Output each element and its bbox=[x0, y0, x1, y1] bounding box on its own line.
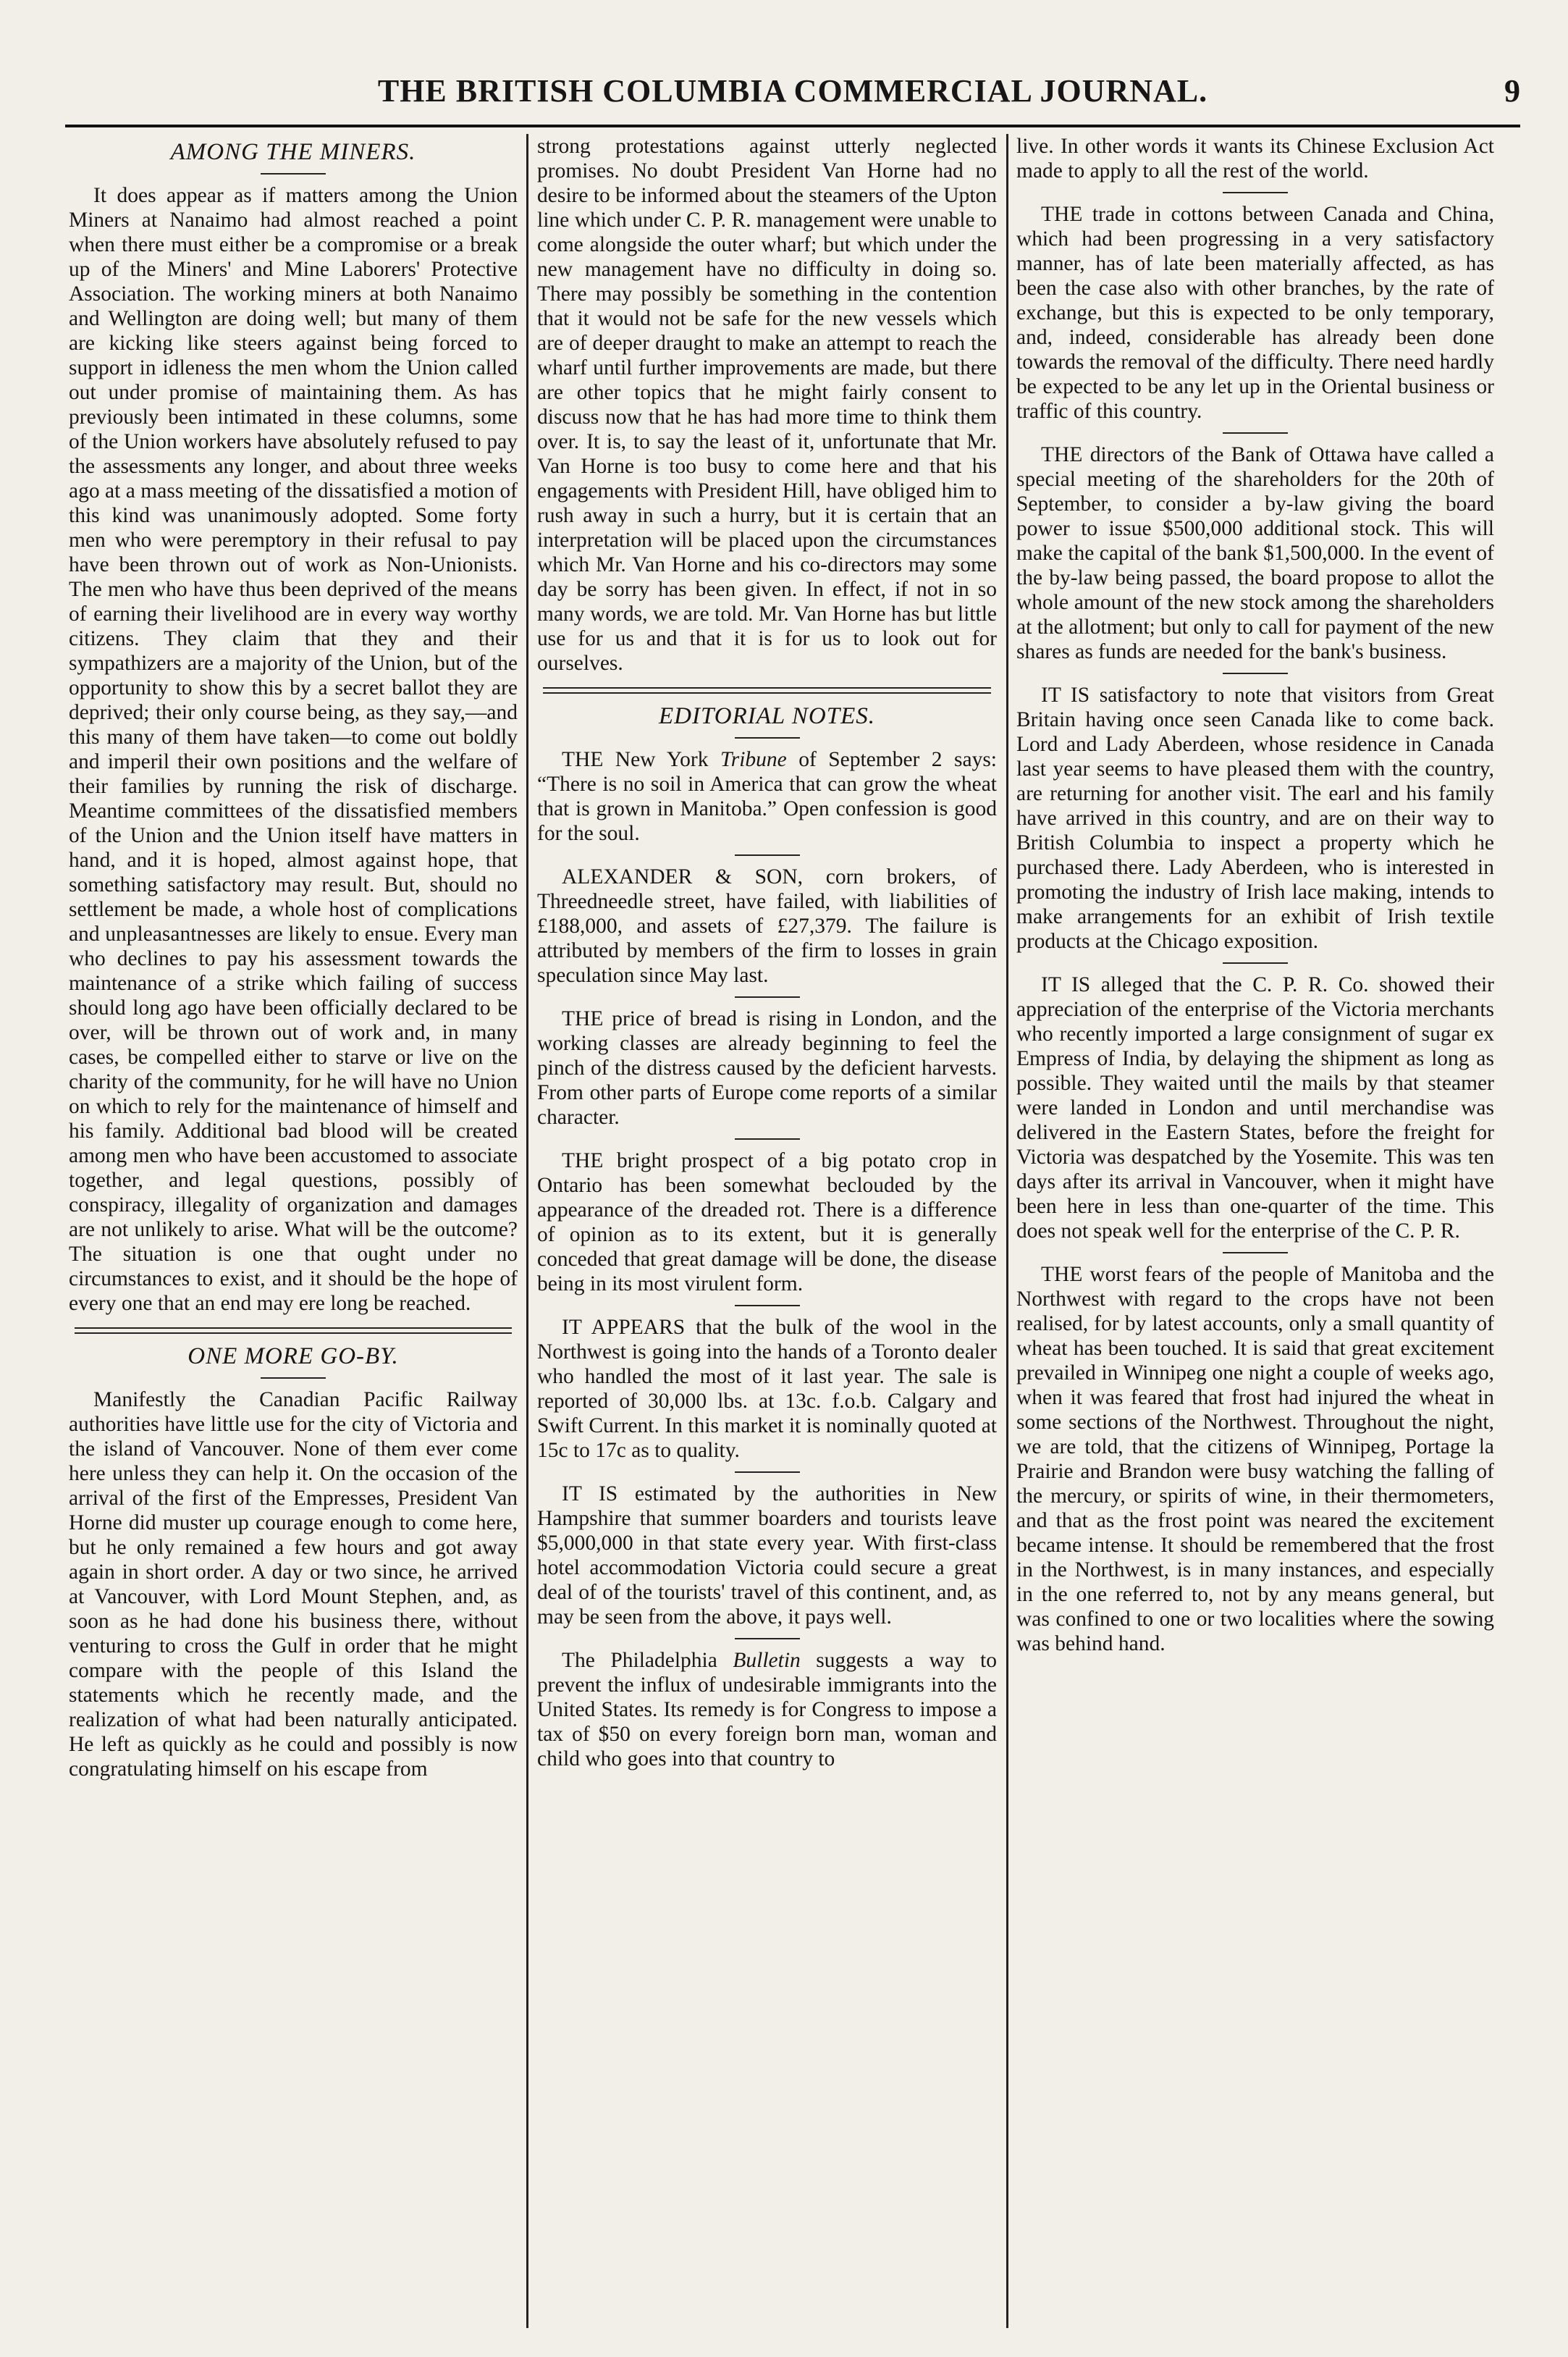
note-aberdeen: IT IS satisfactory to note that visitors from Great Britain having once seen Canada like to come back. Lord and Lady Aberdeen, whose residence in Canada last year seems to have pleased them with the country, are returning for another visit. The earl and his family have arrived in this country, and are on their way to British Columbia to inspect a property which he purchased there. Lady Aberdeen, who is interested in promoting the industry of Irish lace making, intends to make arrangements for an exhibit of Irish textile products at the Chicago exposition. bbox=[1016, 684, 1494, 953]
note-lead: THE bbox=[562, 748, 604, 771]
short-rule bbox=[1223, 432, 1288, 434]
article-go-by-text: Manifestly the Canadian Pacific Railway authorities have little use for the city of Victoria and the island of Vancouver. None of them ever come here unless they can help it. On the occasion of the arrival of the first of the Empresses, President Van Horne did muster up courage enough to come here, but he only remained a few hours and got away again in short order. A day or two since, he arrived at Vancouver, with Lord Mount Stephen, and, as soon as he had done his business there, without venturing to cross the Gulf in order that he might compare with the people of this Island the statements which he recently made, and the realization of what had been naturally anticipated. He left as quickly as he could and possibly is now congratulating himself on his escape from bbox=[69, 1388, 518, 1781]
note-lead: IT APPEARS bbox=[562, 1316, 686, 1339]
page-number: 9 bbox=[1504, 73, 1520, 109]
double-rule bbox=[75, 1327, 512, 1334]
newspaper-name: Tribune bbox=[720, 748, 787, 771]
short-rule bbox=[735, 996, 800, 998]
column-3 bbox=[1016, 134, 1494, 2328]
note-lead: ALEXANDER & SON, bbox=[562, 865, 804, 888]
note-lead: IT IS bbox=[1041, 973, 1091, 996]
note-lead: IT IS bbox=[1041, 684, 1090, 707]
short-rule bbox=[735, 854, 800, 856]
short-rule bbox=[1223, 192, 1288, 193]
note-lead: THE bbox=[1041, 203, 1083, 226]
newspaper-name: Bulletin bbox=[733, 1649, 801, 1672]
note-lead: THE bbox=[562, 1149, 604, 1172]
note-cotton-trade: THE trade in cottons between Canada and China, which had been progressing in a very satisfactory manner, has of late been materially affected, as has been the case also with other branches, by the rate of exchange, but this is expected to be only temporary, and, indeed, considerable has already been done towards the removal of the difficulty. There need hardly be expected to be any let up in the Oriental business or traffic of this country. bbox=[1016, 203, 1494, 423]
article-heading-miners: AMONG THE MINERS. bbox=[170, 139, 416, 165]
short-rule bbox=[261, 1377, 326, 1379]
header-rule bbox=[65, 125, 1520, 127]
double-rule bbox=[543, 687, 991, 694]
column-2 bbox=[537, 134, 997, 2328]
short-rule bbox=[735, 1638, 800, 1639]
column-divider bbox=[526, 134, 528, 2328]
editorial-notes-heading: EDITORIAL NOTES. bbox=[659, 703, 875, 729]
note-tourists: IT IS estimated by the authorities in New Hampshire that summer boarders and tourists leave $5,000,000 in that state every year. With first-class hotel accommodation Victoria could secure a great deal of of the tourists' travel of this continent, and, as may be seen from the above, it pays well. bbox=[537, 1482, 997, 1629]
short-rule bbox=[735, 1138, 800, 1140]
article-heading-go-by: ONE MORE GO-BY. bbox=[187, 1343, 399, 1369]
article-go-by-continued: strong protestations against utterly neglected promises. No doubt President Van Horne had no desire to be informed about the steamers of the Upton line which under C. P. R. management were unable to come alongside the outer wharf; but which under the new management have no difficulty in doing so. There may possibly be something in the contention that it would not be safe for the new vessels which are of deeper draught to make an attempt to reach the wharf until further improvements are made, but there are other topics that he might fairly consent to discuss now that he has had more time to think them over. It is, to say the least of it, unfortunate that Mr. Van Horne is too busy to come here and that his engagements with President Hill, have obliged him to rush away in such a hurry, but it is certain that an interpretation will be placed upon the circumstances which Mr. Van Horne and his co-directors may some day be sorry has been given. In effect, if not in so many words, we are told. Mr. Van Horne has but little use for us and that it is for us to look out for ourselves. bbox=[537, 135, 997, 675]
short-rule bbox=[735, 1471, 800, 1473]
note-immigration-continued: live. In other words it wants its Chinese Exclusion Act made to apply to all the rest of the world. bbox=[1016, 135, 1494, 182]
note-lead: THE bbox=[1041, 1263, 1083, 1286]
note-immigration: The Philadelphia Bulletin suggests a way to prevent the influx of undesirable immigrants into the United States. Its remedy is for Congress to impose a tax of $50 on every foreign born man, woman and child who goes into that country to bbox=[537, 1649, 997, 1770]
short-rule bbox=[1223, 673, 1288, 674]
short-rule bbox=[1223, 1252, 1288, 1253]
note-lead: THE bbox=[1041, 443, 1083, 466]
note-corn-brokers: ALEXANDER & SON, corn brokers, of Threedneedle street, have failed, with liabilities of £188,000, and assets of £27,379. The failure is attributed by members of the firm to losses in grain speculation since May last. bbox=[537, 865, 997, 987]
column-1 bbox=[69, 134, 518, 2328]
note-manitoba-crops: THE worst fears of the people of Manitoba and the Northwest with regard to the crops have not been realised, for by latest accounts, only a small quantity of wheat has been touched. It is said that great excitement prevailed in Winnipeg one night a couple of weeks ago, when it was feared that frost had injured the wheat in some sections of the Northwest. Throughout the night, we are told, that the citizens of Winnipeg, Portage la Prairie and Brandon were busy watching the falling of the mercury, or spirits of wine, in their thermometers, and that as the frost point was neared the excitement became intense. It should be remembered that the frost in the Northwest, is in many instances, and especially in the one referred to, not by any means general, but was confined to one or two localities where the sowing was behind hand. bbox=[1016, 1263, 1494, 1655]
note-bank-ottawa: THE directors of the Bank of Ottawa have called a special meeting of the shareholders for the 20th of September, to consider a by-law giving the board power to issue $500,000 additional stock. This will make the capital of the bank $1,500,000. In the event of the by-law being passed, the board propose to allot the whole amount of the new stock among the shareholders at the allotment; but only to call for payment of the new shares as funds are needed for the bank's business. bbox=[1016, 443, 1494, 663]
journal-title: THE BRITISH COLUMBIA COMMERCIAL JOURNAL. bbox=[377, 73, 1208, 109]
note-wool: IT APPEARS that the bulk of the wool in the Northwest is going into the hands of a Toronto dealer who handled the most of it last year. The sale is reported of 30,000 lbs. at 13c. f.o.b. Calgary and Swift Current. In this market it is nominally quoted at 15c to 17c as to quality. bbox=[537, 1316, 997, 1462]
note-potato-crop: THE bright prospect of a big potato crop in Ontario has been somewhat beclouded by the appearance of the dreaded rot. There is a difference of opinion as to its extent, but it is generally conceded that great damage will be done, the disease being in its most virulent form. bbox=[537, 1149, 997, 1295]
page-header bbox=[65, 72, 1520, 123]
note-lead: THE bbox=[562, 1007, 604, 1030]
short-rule bbox=[735, 1305, 800, 1306]
note-tribune: THE New York Tribune of September 2 says: “There is no soil in America that can grow the wheat that is grown in Manitoba.” Open confession is good for the soul. bbox=[537, 748, 997, 845]
short-rule bbox=[261, 173, 326, 175]
short-rule bbox=[735, 737, 800, 739]
column-divider bbox=[1006, 134, 1008, 2328]
note-cpr-sugar: IT IS alleged that the C. P. R. Co. showed their appreciation of the enterprise of the Victoria merchants who recently imported a large consignment of sugar ex Empress of India, by delaying the shipment as long as possible. They waited until the mails by that steamer were landed in London and until merchandise was delivered in the Eastern States, before the freight for Victoria was despatched by the Yosemite. This was ten days after its arrival in Vancouver, when it might have been here in less than one-quarter of the time. This does not speak well for the enterprise of the C. P. R. bbox=[1016, 973, 1494, 1243]
note-lead: IT IS bbox=[562, 1482, 618, 1505]
article-miners-text: It does appear as if matters among the Union Miners at Nanaimo had almost reached a point when there must either be a compromise or a break up of the Miners' and Mine Laborers' Protective Association. The working miners at both Nanaimo and Wellington are doing well; but many of them are kicking like steers against being forced to support in idleness the men whom the Union called out under promise of maintaining them. As has previously been intimated in these columns, some of the Union workers have absolutely refused to pay the assessments any longer, and about three weeks ago at a mass meeting of the dissatisfied a motion of this kind was unanimously adopted. Some forty men who were peremptory in their refusal to pay have been thrown out of work as Non-Unionists. The men who have thus been deprived of the means of earning their livelihood are in every way worthy citizens. They claim that they and their sympathizers are a majority of the Union, but of the opportunity to show this by a secret ballot they are deprived; their only course being, as they say,—and this many of them have taken—to come out boldly and imperil their own positions and the welfare of their families by running the risk of discharge. Meantime committees of the dissatisfied members of the Union and the Union itself have matters in hand, and it is hoped, almost against hope, that something satisfactory may result. But, should no settlement be made, a whole host of complications and unpleasantnesses are likely to ensue. Every man who declines to pay his assessment towards the maintenance of a strike which failing of success should long ago have been officially declared to be over, will be thrown out of work and, in many cases, be compelled either to starve or live on the charity of the community, for he will have no Union on which to rely for the maintenance of himself and his family. Additional bad blood will be created among men who have been accustomed to associate together, and legal questions, possibly of conspiracy, illegality of organization and damages are not unlikely to arise. What will be the outcome? The situation is one that ought under no circumstances to exist, and it should be the hope of every one that an end may ere long be reached. bbox=[69, 184, 518, 1315]
short-rule bbox=[1223, 962, 1288, 964]
note-bread-price: THE price of bread is rising in London, and the working classes are already beginning to feel the pinch of the distress caused by the deficient harvests. From other parts of Europe come reports of a similar character. bbox=[537, 1007, 997, 1129]
